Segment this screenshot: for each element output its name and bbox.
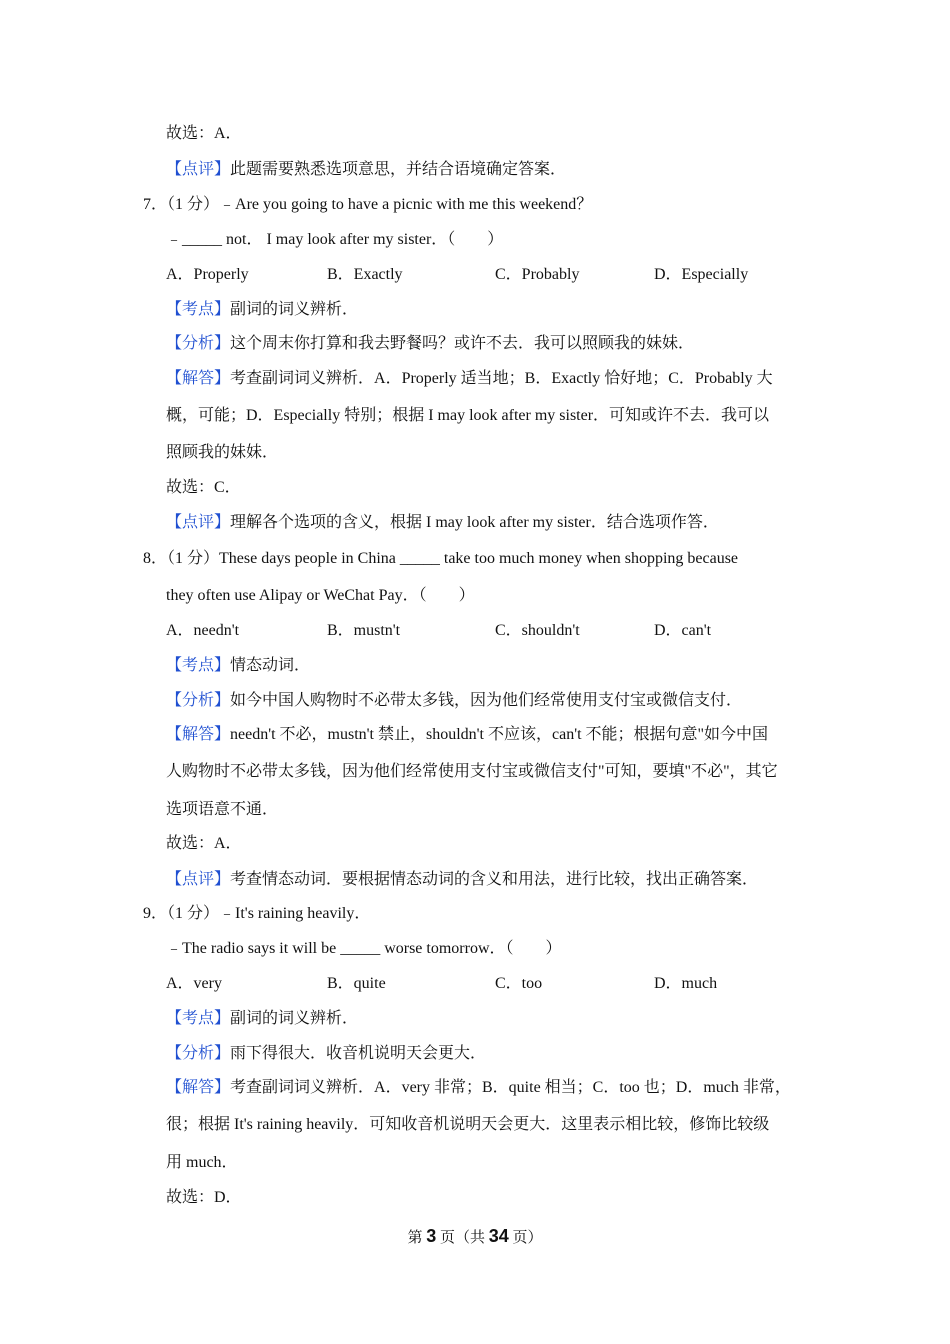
q8-stem-line2: they often use Alipay or WeChat Pay．（ ）: [166, 587, 475, 604]
kaodian-text: 副词的词义辨析．: [230, 1010, 359, 1027]
q8-choice: 故选：A．: [166, 835, 242, 852]
q7-number: 7．: [143, 196, 168, 213]
q9-fenxi: [166, 1044, 486, 1064]
footer-suffix: 页）: [512, 1230, 543, 1246]
q8-option-d: D．can't: [654, 622, 712, 639]
q9-score: （1 分）: [167, 905, 220, 922]
q8-option-a: A．needn't: [166, 622, 240, 639]
jieda-line1: 考查副词词义辨析．A．Properly 适当地；B．Exactly 恰好地；C．Probably 大: [230, 370, 773, 387]
q9-choice: 故选：D．: [166, 1189, 242, 1206]
q7-option-a: A．Properly: [166, 266, 249, 283]
q8-number: 8．: [143, 550, 168, 567]
kaodian-tag: 【考点】: [166, 301, 231, 318]
q8-fenxi: [166, 691, 742, 711]
q7-jieda-line2: 概，可能；D．Especially 特别；根据 I may look after my sister．可知或许不去．我可以: [166, 407, 770, 424]
q8-option-b: B．mustn't: [327, 622, 401, 639]
q7-jieda-line3: 照顾我的妹妹．: [166, 444, 279, 461]
prev-comment: [166, 160, 566, 180]
q9-jieda-line2: 很；根据 It's raining heavily．可知收音机说明天会更大．这里表示相比较，修饰比较级: [166, 1116, 770, 1133]
q7-option-c: C．Probably: [495, 266, 580, 283]
q7-choice: 故选：C．: [166, 479, 241, 496]
q9-kaodian: [166, 1009, 358, 1029]
fenxi-text: 这个周末你打算和我去野餐吗？或许不去．我可以照顾我的妹妹．: [230, 335, 695, 352]
q8-jieda-line3: 选项语意不通．: [166, 801, 279, 818]
q9-option-d: D．much: [654, 975, 718, 992]
q7-kaodian: [166, 300, 358, 320]
page-footer: [0, 1226, 950, 1247]
footer-prefix: 第: [407, 1230, 423, 1246]
q8-dianping: [166, 870, 758, 890]
q9-jieda: [166, 1078, 791, 1098]
dianping-tag: 【点评】: [166, 871, 231, 888]
fenxi-tag: 【分析】: [166, 692, 231, 709]
page-total: 34: [488, 1226, 509, 1246]
comment-tag: 【点评】: [166, 161, 231, 178]
kaodian-tag: 【考点】: [166, 657, 231, 674]
page-number: 3: [426, 1226, 437, 1246]
q8-jieda-line2: 人购物时不必带太多钱，因为他们经常使用支付宝或微信支付"可知，要填"不必"，其它: [166, 763, 778, 780]
q7-jieda: [166, 369, 773, 389]
q7-option-d: D．Especially: [654, 266, 749, 283]
comment-text: 此题需要熟悉选项意思，并结合语境确定答案．: [230, 161, 567, 178]
kaodian-text: 副词的词义辨析．: [230, 301, 359, 318]
q7-stem-line1: ﹣Are you going to have a picnic with me this weekend？: [219, 196, 593, 213]
q9-stem-line2: ﹣The radio says it will be _____ worse tomorrow．（ ）: [166, 940, 562, 957]
fenxi-tag: 【分析】: [166, 1045, 231, 1062]
q7-score: （1 分）: [167, 196, 220, 213]
q8-option-c: C．shouldn't: [495, 622, 580, 639]
q7-stem-line2: ﹣_____ not． I may look after my sister．（ ）: [166, 231, 504, 248]
jieda-tag: 【解答】: [166, 1079, 231, 1096]
q9-jieda-line3: 用 much．: [166, 1154, 238, 1171]
q9-option-c: C．too: [495, 975, 543, 992]
dianping-text: 理解各个选项的含义，根据 I may look after my sister．结合选项作答．: [230, 514, 719, 531]
fenxi-text: 如今中国人购物时不必带太多钱，因为他们经常使用支付宝或微信支付．: [230, 692, 743, 709]
kaodian-text: 情态动词．: [230, 657, 311, 674]
jieda-line1: needn't 不必，mustn't 禁止，shouldn't 不应该，can't 不能；根据句意"如今中国: [230, 726, 769, 743]
jieda-tag: 【解答】: [166, 370, 231, 387]
jieda-line1: 考查副词词义辨析．A．very 非常；B．quite 相当；C．too 也；D．much 非常，: [230, 1079, 791, 1096]
q8-kaodian: [166, 656, 310, 676]
q8-jieda: [166, 725, 768, 745]
q7-stem: [143, 195, 592, 215]
q9-stem: [143, 904, 370, 924]
q7-dianping: [166, 513, 719, 533]
q7-fenxi: [166, 334, 694, 354]
footer-mid: 页（共: [439, 1230, 485, 1246]
q9-number: 9．: [143, 905, 168, 922]
prev-choice: 故选：A．: [166, 125, 242, 142]
q9-option-a: A．very: [166, 975, 222, 992]
dianping-tag: 【点评】: [166, 514, 231, 531]
q8-stem-line1: These days people in China _____ take too much money when shopping because: [219, 550, 739, 567]
fenxi-tag: 【分析】: [166, 335, 231, 352]
jieda-tag: 【解答】: [166, 726, 231, 743]
kaodian-tag: 【考点】: [166, 1010, 231, 1027]
q9-option-b: B．quite: [327, 975, 386, 992]
q7-option-b: B．Exactly: [327, 266, 403, 283]
q9-stem-line1: ﹣It's raining heavily．: [219, 905, 371, 922]
q8-stem: [143, 549, 738, 569]
dianping-text: 考查情态动词．要根据情态动词的含义和用法，进行比较，找出正确答案．: [230, 871, 759, 888]
fenxi-text: 雨下得很大．收音机说明天会更大．: [230, 1045, 487, 1062]
q8-score: （1 分）: [167, 550, 220, 567]
